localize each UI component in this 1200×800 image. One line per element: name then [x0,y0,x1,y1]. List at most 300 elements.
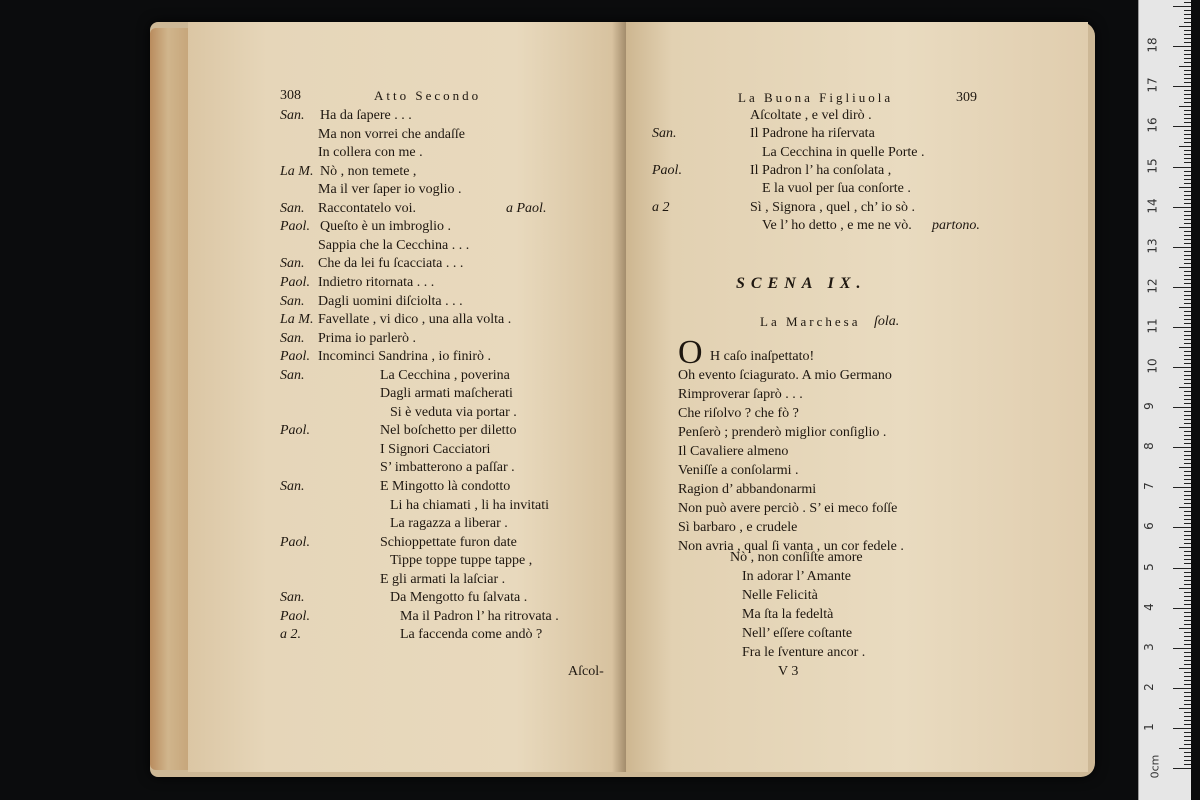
ruler-tick [1184,620,1191,621]
dialogue-line: Si è veduta via portar . [390,404,517,420]
dialogue-line: Raccontatelo voi. [318,200,416,216]
ruler-tick [1184,263,1191,264]
ruler-tick [1184,479,1191,480]
stage-direction: partono. [932,217,980,233]
ruler-tick [1173,126,1191,127]
ruler-tick [1173,447,1191,448]
ruler-tick [1184,34,1191,35]
ruler-tick [1184,295,1191,296]
ruler-tick [1184,764,1191,765]
ruler-tick [1184,640,1191,641]
ruler-tick [1184,391,1191,392]
ruler-number: 12 [1145,278,1160,294]
dialogue-line: Dagli uomini diſciolta . . . [318,293,463,309]
ruler-tick [1184,383,1191,384]
speaker-label: San. [280,479,305,494]
speaker-label: San. [280,108,305,123]
monologue-line: Non può avere perciò . S’ ei meco foſſe [678,501,898,516]
ruler-tick [1184,275,1191,276]
ruler-tick [1184,411,1191,412]
dialogue-line: Che da lei fu ſcacciata . . . [318,256,464,272]
ruler-tick [1173,247,1191,248]
ruler-tick [1184,279,1191,280]
monologue-line: Ragion d’ abbandonarmi [678,482,817,497]
ruler-tick [1184,672,1191,673]
ruler-tick [1184,359,1191,360]
ruler-number: 7 [1141,482,1156,491]
ruler-tick [1184,371,1191,372]
speaker-label: San. [280,330,305,346]
ruler-tick [1184,171,1191,172]
ruler-tick [1184,652,1191,653]
ruler-tick [1184,98,1191,99]
dialogue-line: La Cecchina , poverina [380,367,510,383]
ruler-tick [1184,572,1191,573]
left-running-head: Atto Secondo [374,88,482,103]
dialogue-line: Ma il ver ſaper io voglio . [318,182,462,198]
ruler-tick [1184,720,1191,721]
ruler-tick [1184,752,1191,753]
ruler-tick [1184,150,1191,151]
dialogue-line: La ragazza a liberar . [390,516,508,532]
ruler-tick [1184,142,1191,143]
ruler-tick [1173,728,1191,729]
dialogue-line: Tippe toppe tuppe tappe , [390,553,533,569]
ruler-tick [1184,696,1191,697]
scene-character: La Marchesa [760,314,861,329]
ruler-tick [1184,700,1191,701]
ruler-tick [1184,138,1191,139]
left-page [188,22,626,772]
ruler-number: 5 [1141,562,1156,571]
dialogue-line: Indietro ritornata . . . [318,274,435,290]
dialogue-line: Nel boſchetto per diletto [380,423,517,439]
speaker-label: San. [280,256,305,272]
ruler-tick [1184,255,1191,256]
ruler-number: 11 [1145,318,1160,334]
dialogue-line: I Signori Cacciatori [380,441,491,457]
dialogue-line: S’ imbatterono a paſſar . [380,460,515,476]
ruler-tick [1173,367,1191,368]
ruler-tick [1184,130,1191,131]
dialogue-line: Queſto è un imbroglio . [320,219,452,235]
dialogue-line: La Cecchina in quelle Porte . [762,144,925,160]
speaker-label: a 2 [652,199,670,215]
dialogue-line: Li ha chiamati , li ha invitati [390,497,550,513]
ruler-tick [1184,199,1191,200]
aria-line: In adorar l’ Amante [742,569,851,584]
ruler-tick [1184,403,1191,404]
ruler-tick [1184,431,1191,432]
ruler-number: 8 [1141,442,1156,451]
dialogue-line: Il Padrone ha riſervata [750,126,875,142]
ruler-tick [1184,30,1191,31]
ruler-tick [1184,203,1191,204]
ruler-tick [1184,94,1191,95]
ruler-number: 16 [1145,117,1160,134]
dialogue-line: Incominci Sandrina , io finirò . [318,349,492,365]
ruler-number: 18 [1145,37,1160,53]
ruler-tick [1184,291,1191,292]
ruler-tick [1184,503,1191,504]
dialogue-line: Ma non vorrei che andaſſe [318,126,465,142]
ruler-tick [1184,259,1191,260]
ruler-tick [1184,195,1191,196]
ruler-tick [1173,327,1191,328]
aria-line: Nelle Felicità [742,588,818,603]
ruler-tick [1184,632,1191,633]
ruler-tick [1184,443,1191,444]
dialogue-line: E gli armati la laſciar . [380,571,506,587]
ruler-tick [1184,311,1191,312]
ruler-number: 2 [1141,682,1156,691]
ruler-tick [1184,323,1191,324]
ruler-tick [1184,664,1191,665]
dialogue-line: Il Padron l’ ha conſolata , [750,162,892,178]
ruler-tick [1184,319,1191,320]
monologue-line: Il Cavaliere almeno [678,444,789,459]
ruler-tick [1179,227,1191,228]
aria-line: Ma ſta la fedeltà [742,607,834,622]
monologue-line: Che riſolvo ? che fò ? [678,406,799,421]
ruler-tick [1184,122,1191,123]
ruler-tick [1179,187,1191,188]
speaker-label: San. [280,590,305,606]
ruler-tick [1184,580,1191,581]
ruler-tick [1179,708,1191,709]
dialogue-line: In collera con me . [318,145,423,161]
ruler-tick [1179,146,1191,147]
ruler-tick [1184,235,1191,236]
ruler-tick [1184,2,1191,3]
ruler-tick [1184,331,1191,332]
ruler-tick [1184,158,1191,159]
ruler-tick [1184,239,1191,240]
ruler-tick [1184,70,1191,71]
ruler-tick [1184,102,1191,103]
ruler-tick [1184,555,1191,556]
ruler-tick [1179,507,1191,508]
dialogue-line: Sì , Signora , quel , ch’ io sò . [750,199,916,215]
ruler-tick [1184,660,1191,661]
ruler-tick [1179,347,1191,348]
ruler-tick [1184,716,1191,717]
dialogue-line: Da Mengotto fu ſalvata . [390,590,528,606]
ruler-tick [1184,175,1191,176]
ruler-tick [1184,563,1191,564]
ruler-tick [1184,435,1191,436]
dialogue-line: Sappia che la Cecchina . . . [318,237,470,253]
ruler-tick [1184,379,1191,380]
ruler-tick [1184,14,1191,15]
aria-line: Nò , non conſiſte amore [730,550,863,565]
ruler-number: 1 [1141,723,1156,731]
ruler-tick [1184,543,1191,544]
ruler-tick [1184,471,1191,472]
dialogue-line: Aſcoltate , e vel dirò . [750,108,872,123]
ruler-tick [1184,531,1191,532]
ruler-tick [1184,644,1191,645]
speaker-label: San. [280,367,305,383]
ruler-tick [1173,46,1191,47]
ruler-tick [1184,74,1191,75]
monologue-line: Oh evento ſciagurato. A mio Germano [678,368,892,383]
dialogue-line: Ve l’ ho detto , e me ne vò. [762,217,912,233]
ruler-tick [1184,251,1191,252]
ruler-tick [1184,596,1191,597]
ruler-tick [1184,38,1191,39]
speaker-label: San. [280,200,305,216]
ruler-tick [1184,624,1191,625]
ruler-tick [1179,588,1191,589]
dialogue-line: Ha da ſapere . . . [320,108,412,123]
speaker-label: Paol. [280,274,310,290]
monologue-line: Penſerò ; prenderò miglior conſiglio . [678,425,887,440]
ruler-tick [1184,335,1191,336]
ruler-tick [1184,154,1191,155]
signature-mark: V 3 [778,664,799,679]
ruler-tick [1184,584,1191,585]
ruler-tick [1173,287,1191,288]
dialogue-line: Dagli armati maſcherati [380,386,513,402]
ruler-tick [1184,760,1191,761]
right-running-head: La Buona Figliuola [738,90,894,105]
ruler-number: 13 [1145,238,1160,254]
ruler-tick [1184,676,1191,677]
dialogue-line: Schioppettate furon date [380,534,517,550]
ruler-tick [1184,219,1191,220]
ruler-tick [1184,592,1191,593]
ruler-tick [1184,283,1191,284]
ruler-tick [1179,748,1191,749]
speaker-label: a 2. [280,627,301,643]
ruler-tick [1173,768,1191,769]
ruler-tick [1184,551,1191,552]
ruler-tick [1184,215,1191,216]
monologue-line: Rimproverar ſaprò . . . [678,387,803,402]
right-page [626,22,1088,772]
ruler-tick [1173,167,1191,168]
speaker-label: Paol. [280,608,310,624]
ruler-tick [1184,636,1191,637]
ruler-tick [1184,399,1191,400]
ruler-tick [1184,576,1191,577]
scene-heading: SCENA IX. [736,275,867,292]
ruler-tick [1184,299,1191,300]
ruler-tick [1184,42,1191,43]
monologue-line: Non avria , qual ſi vanta , un cor fedele . [678,539,904,554]
ruler-tick [1184,423,1191,424]
ruler-tick [1173,688,1191,689]
dialogue-line: Prima io parlerò . [318,330,416,346]
ruler-tick [1184,118,1191,119]
ruler-tick [1184,183,1191,184]
dialogue-line: E Mingotto là condotto [380,479,511,494]
ruler-tick [1173,608,1191,609]
drop-cap: O [678,334,703,371]
monologue-first-line: H caſo inaſpettato! [710,349,815,364]
left-catchword: Aſcol- [568,664,604,679]
ruler-tick [1184,483,1191,484]
speaker-label: La M. [280,312,314,328]
dialogue-line: La faccenda come andò ? [400,627,543,643]
speaker-label: Paol. [280,219,310,235]
right-page-number: 309 [956,90,977,105]
ruler-tick [1184,491,1191,492]
ruler-tick [1184,110,1191,111]
ruler-tick [1184,179,1191,180]
speaker-label: San. [652,126,677,142]
ruler-number: 6 [1141,522,1156,531]
ruler-tick [1184,692,1191,693]
ruler-tick [1184,680,1191,681]
ruler-tick [1184,363,1191,364]
ruler-number: 4 [1141,602,1156,611]
ruler-tick [1179,267,1191,268]
ruler-tick [1184,732,1191,733]
page-edges [150,28,190,770]
ruler-tick [1184,656,1191,657]
ruler-tick [1184,511,1191,512]
speaker-label: Paol. [280,423,310,439]
ruler-tick [1184,243,1191,244]
ruler-tick [1184,684,1191,685]
ruler-number: 3 [1141,642,1156,651]
ruler-tick [1179,427,1191,428]
ruler-tick [1184,523,1191,524]
speaker-label: Paol. [652,162,682,178]
ruler-tick [1184,495,1191,496]
speaker-label: San. [280,293,305,309]
dialogue-line: Nò , non temete , [320,163,417,179]
ruler-number: 10 [1145,358,1160,374]
ruler-tick [1179,106,1191,107]
ruler-tick [1184,704,1191,705]
ruler-tick [1184,22,1191,23]
dialogue-line: E la vuol per ſua conſorte . [762,181,911,197]
ruler-tick [1184,744,1191,745]
scene-character-note: ſola. [874,314,900,329]
ruler-tick [1173,6,1191,7]
ruler-tick [1184,415,1191,416]
ruler-tick [1179,387,1191,388]
ruler-tick [1184,50,1191,51]
ruler-tick [1179,467,1191,468]
ruler-tick [1184,339,1191,340]
ruler-tick [1184,616,1191,617]
ruler-tick [1184,740,1191,741]
ruler-tick [1179,628,1191,629]
ruler-tick [1184,18,1191,19]
ruler-tick [1179,66,1191,67]
ruler-tick [1184,351,1191,352]
ruler-tick [1184,191,1191,192]
speaker-label: Paol. [280,534,310,550]
ruler-tick [1179,547,1191,548]
ruler-tick [1184,612,1191,613]
ruler-tick [1173,568,1191,569]
ruler-tick [1184,724,1191,725]
ruler-tick [1173,527,1191,528]
ruler-tick [1173,648,1191,649]
monologue-line: Veniſſe a conſolarmi . [678,463,799,478]
ruler-tick [1184,375,1191,376]
ruler-tick [1184,355,1191,356]
ruler-tick [1184,455,1191,456]
ruler-tick [1184,475,1191,476]
dialogue-line: Favellate , vi dico , una alla volta . [318,312,512,328]
ruler-tick [1179,668,1191,669]
ruler-tick [1184,499,1191,500]
ruler-tick [1184,712,1191,713]
ruler-tick [1184,604,1191,605]
speaker-label: Paol. [280,349,310,365]
stage-direction: a Paol. [506,200,547,216]
ruler-tick [1173,487,1191,488]
left-page-number: 308 [280,88,301,103]
ruler-tick [1184,395,1191,396]
ruler-tick [1184,439,1191,440]
ruler-number: 9 [1141,402,1156,410]
ruler-tick [1173,207,1191,208]
ruler-tick [1184,114,1191,115]
ruler-number: 17 [1145,77,1160,93]
ruler-tick [1184,211,1191,212]
ruler-tick [1184,231,1191,232]
ruler-unit-label: 0cm [1148,754,1162,779]
ruler-tick [1179,26,1191,27]
ruler-tick [1173,407,1191,408]
ruler-tick [1184,315,1191,316]
ruler-number: 15 [1145,157,1160,174]
ruler-tick [1184,600,1191,601]
ruler-tick [1184,82,1191,83]
measurement-ruler [1138,0,1191,800]
ruler-tick [1184,78,1191,79]
ruler-tick [1184,459,1191,460]
ruler-tick [1184,756,1191,757]
ruler-tick [1184,62,1191,63]
ruler-tick [1184,463,1191,464]
ruler-tick [1184,451,1191,452]
ruler-tick [1184,559,1191,560]
dialogue-line: Ma il Padron l’ ha ritrovata . [400,608,559,624]
ruler-tick [1184,736,1191,737]
ruler-number: 14 [1145,197,1160,214]
ruler-tick [1184,223,1191,224]
ruler-tick [1184,343,1191,344]
ruler-tick [1184,10,1191,11]
ruler-tick [1184,519,1191,520]
aria-line: Fra le ſventure ancor . [742,645,866,660]
ruler-tick [1184,515,1191,516]
monologue-line: Sì barbaro , e crudele [678,520,798,535]
ruler-tick [1184,271,1191,272]
ruler-tick [1184,535,1191,536]
ruler-tick [1184,419,1191,420]
aria-line: Nell’ eſſere coſtante [742,626,853,641]
ruler-tick [1184,90,1191,91]
ruler-tick [1179,307,1191,308]
ruler-tick [1184,54,1191,55]
ruler-tick [1184,58,1191,59]
speaker-label: La M. [280,163,314,179]
ruler-tick [1184,539,1191,540]
ruler-tick [1184,303,1191,304]
ruler-tick [1173,86,1191,87]
ruler-tick [1184,162,1191,163]
ruler-tick [1184,134,1191,135]
